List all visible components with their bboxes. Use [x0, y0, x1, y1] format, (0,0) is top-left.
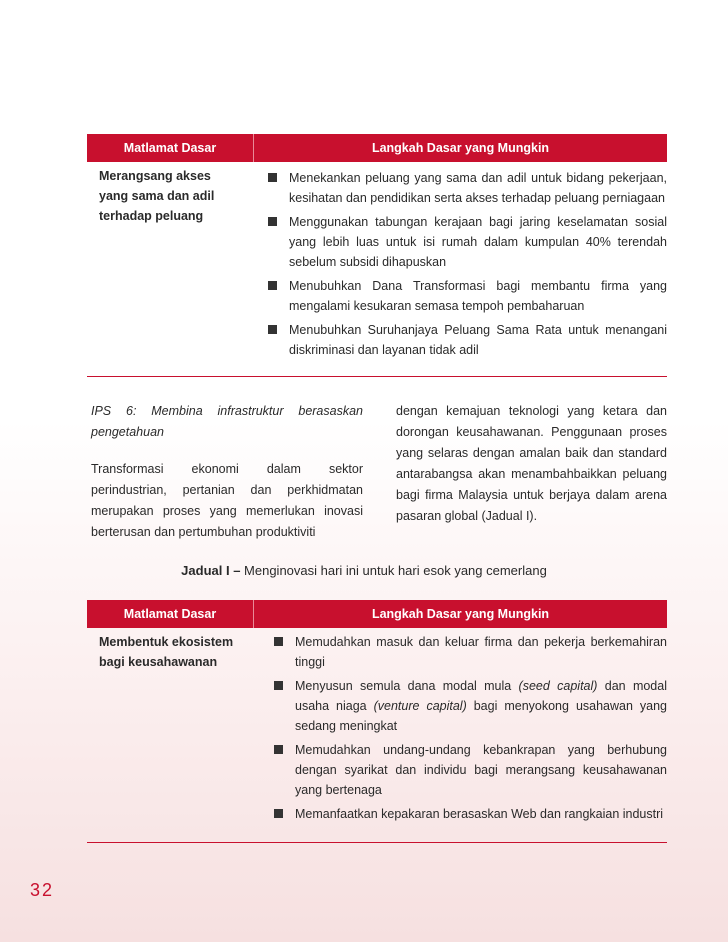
goal-cell: Merangsang akses yang sama dan adil terhadap peluang — [99, 169, 215, 223]
table-caption: Jadual I – Menginovasi hari ini untuk hari esok yang cemerlang — [181, 563, 547, 578]
list-item: Memudahkan masuk dan keluar firma dan pekerja berkemahiran tinggi — [265, 632, 667, 672]
bullet-square-icon — [268, 217, 277, 226]
bullet-square-icon — [274, 637, 283, 646]
policy-table-2 — [87, 600, 667, 843]
table-header — [87, 134, 667, 162]
table-header — [87, 600, 667, 628]
column-header-steps: Langkah Dasar yang Mungkin — [371, 607, 550, 621]
list-item: Menggunakan tabungan kerajaan bagi jaring keselamatan sosial yang lebih luas untuk isi rumah dalam kumpulan 40% terendah sebelum subsidi dihapuskan — [259, 212, 667, 272]
bullet-square-icon — [268, 281, 277, 290]
list-item: Menubuhkan Suruhanjaya Peluang Sama Rata untuk menangani diskriminasi dan layanan tidak adil — [259, 320, 667, 360]
column-header-goal: Matlamat Dasar — [123, 141, 217, 155]
bullet-square-icon — [268, 173, 277, 182]
steps-list — [259, 168, 667, 360]
steps-list — [265, 632, 667, 824]
section-heading: IPS 6: Membina infrastruktur berasaskan pengetahuan — [91, 404, 363, 439]
bullet-square-icon — [274, 745, 283, 754]
list-item: Memudahkan undang-undang kebankrapan yang berhubung dengan syarikat dan individu bagi merangsang keusahawanan yang bertenaga — [265, 740, 667, 800]
goal-cell: Membentuk ekosistem bagi keusahawanan — [99, 635, 234, 669]
list-item: Menubuhkan Dana Transformasi bagi membantu firma yang mengalami kesukaran semasa tempoh pembaharuan — [259, 276, 667, 316]
list-item: Menyusun semula dana modal mula (seed capital) dan modal usaha niaga (venture capital) bagi menyokong usahawan yang sedang meningkat — [265, 676, 667, 736]
page-number: 32 — [30, 880, 55, 900]
bullet-square-icon — [274, 809, 283, 818]
bullet-square-icon — [268, 325, 277, 334]
column-header-goal: Matlamat Dasar — [123, 607, 217, 621]
left-paragraph: Transformasi ekonomi dalam sektor perindustrian, pertanian dan perkhidmatan merupakan proses yang memerlukan inovasi berterusan dan pertumbuhan produktiviti — [91, 462, 363, 539]
column-header-steps: Langkah Dasar yang Mungkin — [371, 141, 550, 155]
list-item: Memanfaatkan kepakaran berasaskan Web dan rangkaian industri — [265, 804, 667, 824]
list-item: Menekankan peluang yang sama dan adil untuk bidang pekerjaan, kesihatan dan pendidikan serta akses terhadap peluang perniagaan — [259, 168, 667, 208]
bullet-square-icon — [274, 681, 283, 690]
right-paragraph: dengan kemajuan teknologi yang ketara dan dorongan keusahawanan. Penggunaan proses yang selaras dengan amalan baik dan standard antarabangsa akan menambahbaikkan peluang bagi firma Malaysia untuk berjaya dalam arena pasaran global (Jadual I). — [396, 404, 667, 523]
policy-table-1 — [87, 134, 667, 377]
